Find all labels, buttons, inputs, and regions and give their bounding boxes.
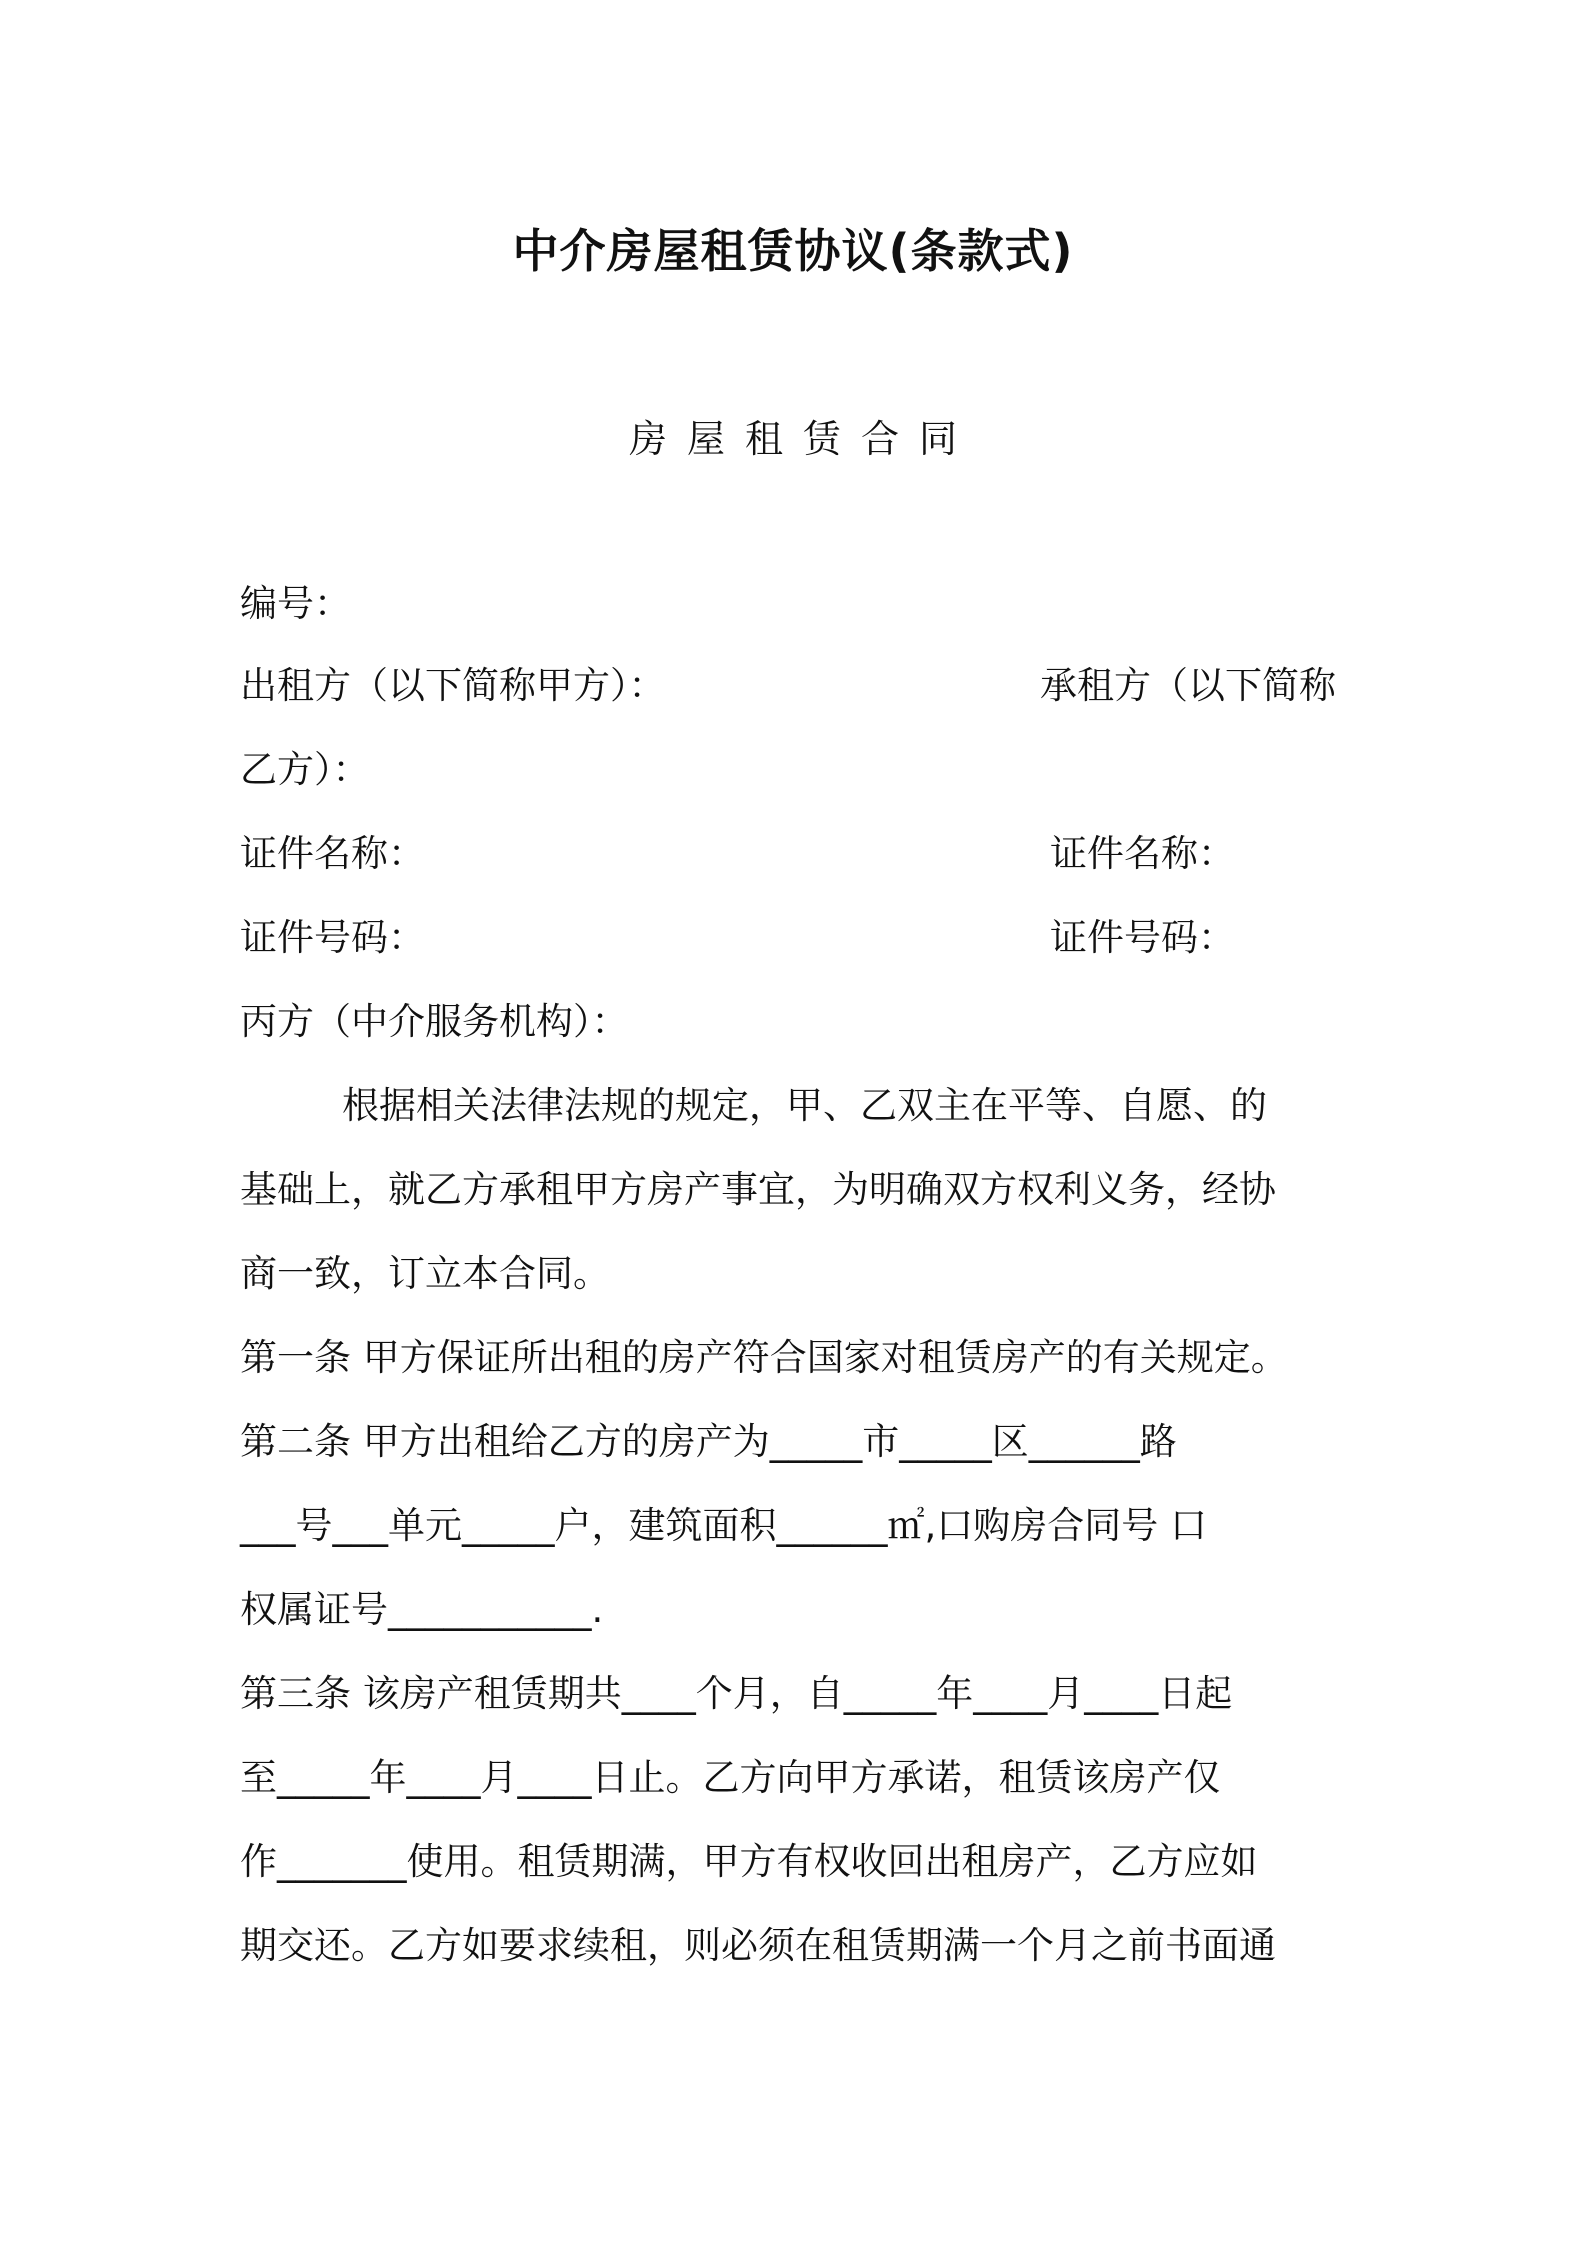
article-2-line: 权属证号___________.: [240, 1588, 604, 1631]
id-name-left: 证件名称：: [240, 832, 425, 875]
article-3-line: 至_____年____月____日止。乙方向甲方承诺，租赁该房产仅: [240, 1756, 1221, 1799]
document-title: 中介房屋租赁协议(条款式): [512, 224, 1074, 278]
article-1: 第一条 甲方保证所出租的房产符合国家对租赁房产的有关规定。: [240, 1336, 1288, 1379]
lessee-label: 承租方（以下简称: [1040, 664, 1336, 707]
article-3-line: 第三条 该房产租赁期共____个月，自_____年____月____日起: [240, 1672, 1233, 1715]
article-2-line: ___号___单元_____户，建筑面积______㎡,口购房合同号 口: [240, 1504, 1208, 1547]
agency-label: 丙方（中介服务机构）：: [240, 1000, 629, 1043]
article-3-line: 期交还。乙方如要求续租，则必须在租赁期满一个月之前书面通: [240, 1924, 1276, 1967]
lessor-label: 出租方（以下简称甲方）：: [240, 664, 666, 707]
preamble-line: 根据相关法律法规的规定，甲、乙双主在平等、自愿、的: [342, 1084, 1267, 1127]
article-3-line: 作_______使用。租赁期满，甲方有权收回出租房产，乙方应如: [240, 1840, 1258, 1883]
id-number-right: 证件号码：: [1050, 916, 1235, 959]
number-label: 编号：: [240, 582, 351, 625]
preamble-line: 商一致，订立本合同。: [240, 1252, 610, 1295]
preamble-line: 基础上，就乙方承租甲方房产事宜，为明确双方权利义务，经协: [240, 1168, 1276, 1211]
id-name-right: 证件名称：: [1050, 832, 1235, 875]
article-2-line: 第二条 甲方出租给乙方的房产为_____市_____区______路: [240, 1420, 1177, 1463]
lessee-label-continued: 乙方）：: [240, 748, 370, 791]
contract-subtitle: 房屋租赁合同: [628, 417, 977, 461]
id-number-left: 证件号码：: [240, 916, 425, 959]
